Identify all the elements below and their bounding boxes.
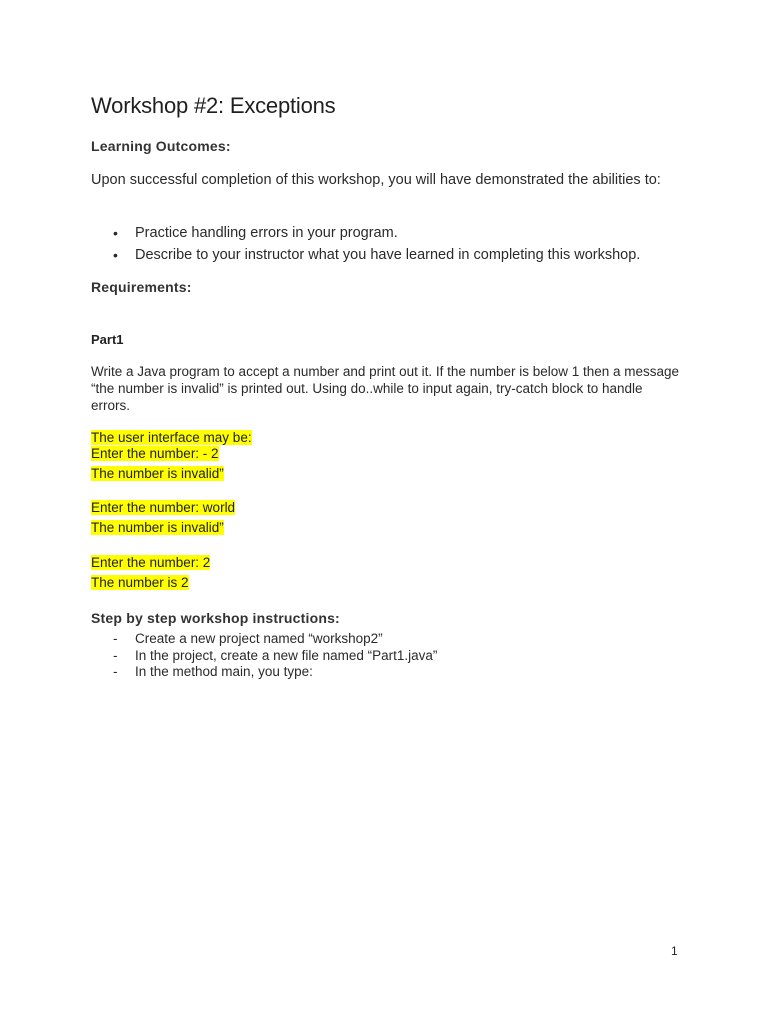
steps-heading: Step by step workshop instructions: <box>91 610 340 626</box>
list-item-text: Practice handling errors in your program. <box>135 225 398 241</box>
bullet-icon: • <box>113 225 118 241</box>
list-item-text: In the method main, you type: <box>135 664 313 679</box>
dash-icon: - <box>113 664 118 679</box>
page-number: 1 <box>671 944 678 958</box>
highlighted-text: The user interface may be: <box>91 430 252 445</box>
list-item-text: In the project, create a new file named “Part1.java” <box>135 647 438 663</box>
highlighted-line <box>91 500 235 516</box>
list-item-text: Describe to your instructor what you have learned in completing this workshop. <box>135 247 641 263</box>
highlighted-line <box>91 446 219 462</box>
highlighted-line <box>91 555 210 571</box>
requirements-heading: Requirements: <box>91 279 192 295</box>
highlighted-text: Enter the number: 2 <box>91 555 211 570</box>
highlighted-line <box>91 466 224 482</box>
learning-outcomes-heading: Learning Outcomes: <box>91 138 231 154</box>
highlighted-line <box>91 575 189 591</box>
part1-description: Write a Java program to accept a number and print out it. If the number is below 1 then a message “the number is invalid” is printed out. Using do..while to input again, try-catch block to handle errors. <box>91 364 680 413</box>
list-item <box>91 244 640 266</box>
page-title: Workshop #2: Exceptions <box>91 93 336 118</box>
list-item <box>91 664 437 681</box>
highlighted-text: Enter the number: - 2 <box>91 446 219 461</box>
dash-icon: - <box>113 631 118 646</box>
highlighted-text: The number is invalid” <box>91 520 224 535</box>
learning-outcomes-list <box>91 222 640 266</box>
part1-label: Part1 <box>91 332 124 347</box>
highlighted-text: The number is invalid” <box>91 466 224 481</box>
highlighted-line <box>91 520 224 536</box>
steps-list <box>91 631 437 681</box>
learning-outcomes-intro: Upon successful completion of this workshop, you will have demonstrated the abilities to: <box>91 172 661 188</box>
list-item <box>91 631 437 648</box>
highlighted-text: The number is 2 <box>91 575 189 590</box>
list-item <box>91 222 640 244</box>
highlighted-text: Enter the number: world <box>91 500 236 515</box>
list-item <box>91 648 437 665</box>
bullet-icon: • <box>113 247 118 263</box>
highlighted-line <box>91 430 252 446</box>
dash-icon: - <box>113 647 118 663</box>
list-item-text: Create a new project named “workshop2” <box>135 631 383 646</box>
